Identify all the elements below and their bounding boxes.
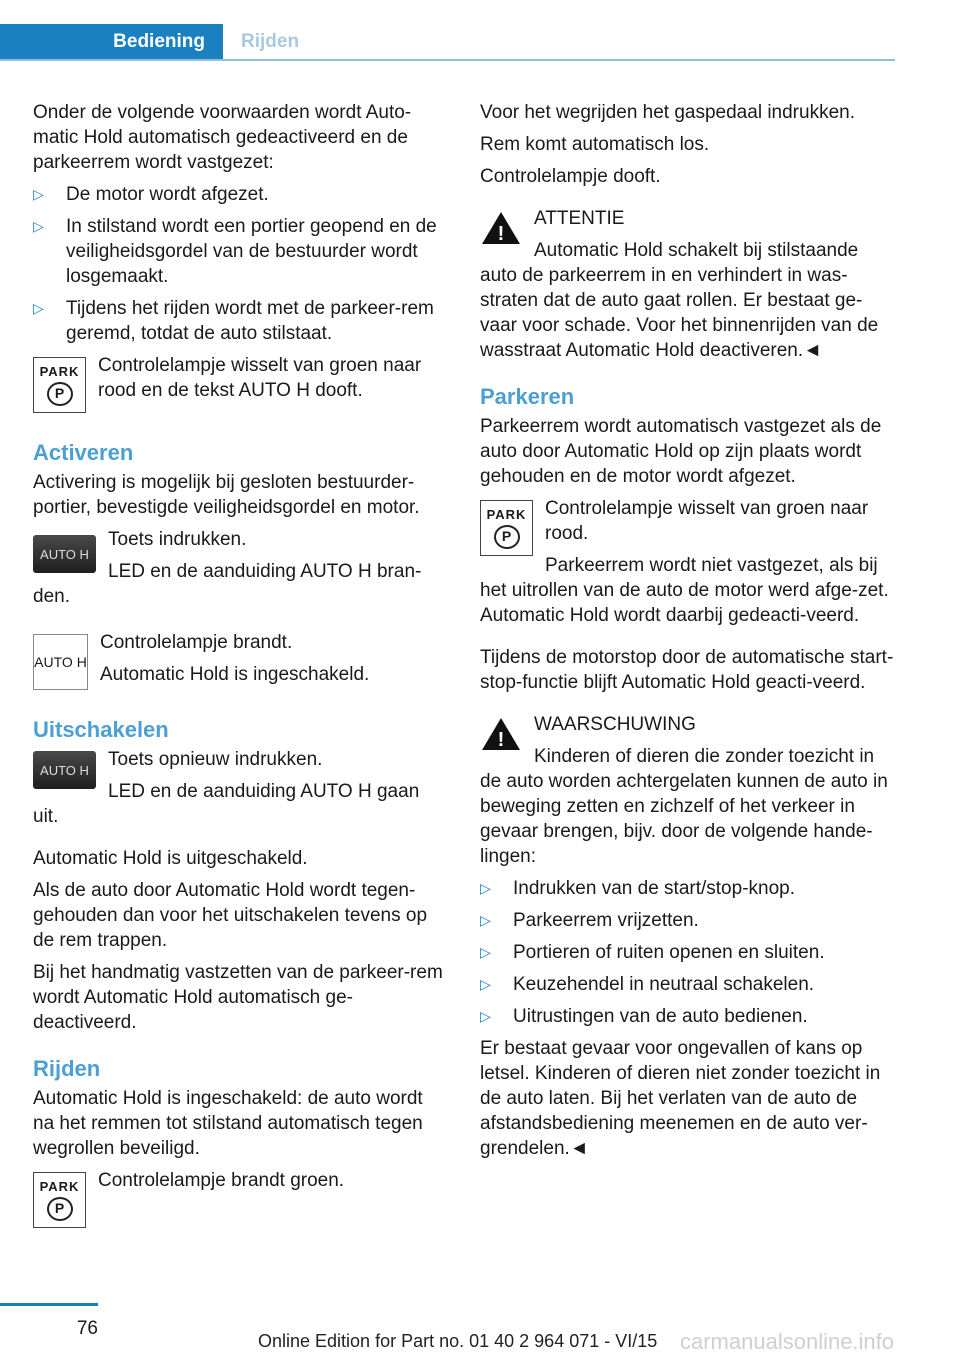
page-number: 76 <box>76 1318 98 1339</box>
svg-text:!: ! <box>497 729 505 751</box>
edition-footer: Online Edition for Part no. 01 40 2 964 071 - VI/15 <box>258 1331 658 1351</box>
heading-parkeren: Parkeren <box>480 384 575 409</box>
park-lamp-icon: PARK P <box>33 1172 86 1228</box>
auto-h-button-icon: AUTO H <box>33 535 96 573</box>
wegrijden: Voor het wegrijden het gaspedaal indrukken. <box>480 102 855 123</box>
brandt-groen: Controlelampje brandt groen. <box>98 1170 345 1191</box>
bullet-triangle-icon: ▷ <box>480 1008 491 1024</box>
gevaar-text: Er bestaat gevaar voor ongevallen of kans op letsel. Kinderen of dieren niet zonder toezicht in de auto laten. Bij het verlaten van de auto de afstandsbediening meenemen en de auto ver-grendelen.◄ <box>480 1038 881 1159</box>
list-item: ▷ Portieren of ruiten openen en sluiten. <box>480 942 825 963</box>
park-lamp-icon: PARK P <box>480 500 533 556</box>
park-lamp-text: Controlelampje wisselt van groen naar rood en de tekst AUTO H dooft. <box>98 355 422 401</box>
park-lamp-text-right: Controlelampje wisselt van groen naar rood. <box>545 498 869 544</box>
list-item: ▷ Indrukken van de start/stop-knop. <box>480 878 795 899</box>
dooft: Controlelampje dooft. <box>480 166 661 187</box>
tab-bediening[interactable]: Bediening <box>0 24 223 60</box>
led-branden: LED en de aanduiding AUTO H bran-den. <box>33 561 422 607</box>
auto-h-button-icon: AUTO H <box>33 751 96 789</box>
bullet-triangle-icon: ▷ <box>33 186 44 202</box>
list-item: ▷ Tijdens het rijden wordt met de parkeer-rem geremd, totdat de auto stilstaat. <box>33 298 434 344</box>
niet-vastgezet: Parkeerrem wordt niet vastgezet, als bij het uitrollen van de auto de motor werd afge-zet. Automatic Hold wordt daarbij gedeacti-veerd. <box>480 555 889 626</box>
heading-activeren: Activeren <box>33 440 134 465</box>
activeren-text: Activering is mogelijk bij gesloten bestuurder-portier, bevestigde veiligheidsgordel en motor. <box>33 472 420 518</box>
tab-underline <box>0 59 895 61</box>
page-number-bar <box>0 1303 98 1306</box>
handmatig: Bij het handmatig vastzetten van de parkeer-rem wordt Automatic Hold automatisch ge-deactiveerd. <box>33 962 443 1033</box>
left-column <box>33 100 448 1234</box>
list-item: ▷ In stilstand wordt een portier geopend en de veiligheidsgordel van de bestuurder wordt losgemaakt. <box>33 216 437 287</box>
toets-indrukken: Toets indrukken. <box>108 529 247 550</box>
bullet-triangle-icon: ▷ <box>480 976 491 992</box>
bullet-triangle-icon: ▷ <box>480 944 491 960</box>
right-column <box>480 100 895 1168</box>
motorstop: Tijdens de motorstop door de automatische start-stop-functie blijft Automatic Hold geacti-veerd. <box>480 647 894 693</box>
lamp-brandt: Controlelampje brandt. <box>100 632 293 653</box>
list-item: ▷ Keuzehendel in neutraal schakelen. <box>480 974 815 995</box>
attentie-title: ATTENTIE <box>534 208 625 229</box>
svg-text:!: ! <box>497 223 505 245</box>
list-item: ▷ Uitrustingen van de auto bedienen. <box>480 1006 808 1027</box>
watermark: carmanualsonline.info <box>680 1329 895 1354</box>
park-lamp-icon: PARK P <box>33 357 86 413</box>
waarschuwing-text: Kinderen of dieren die zonder toezicht in de auto worden achtergelaten kunnen de auto in beweging zetten en zichzelf of het verkeer in gevaar brengen, bijv. door de volgende hande-lingen: <box>480 746 888 867</box>
waarschuwing-title: WAARSCHUWING <box>534 714 696 735</box>
intro-paragraph: Onder de volgende voorwaarden wordt Auto-matic Hold automatisch gedeactiveerd en de parkeerrem wordt vastgezet: <box>33 102 412 173</box>
auto-h-lamp-icon: AUTO H <box>33 634 88 690</box>
toets-opnieuw: Toets opnieuw indrukken. <box>108 749 323 770</box>
bullet-triangle-icon: ▷ <box>33 300 44 316</box>
heading-rijden: Rijden <box>33 1056 101 1081</box>
rem-los: Rem komt automatisch los. <box>480 134 710 155</box>
chapter-tabbar <box>0 24 895 62</box>
tegengehouden: Als de auto door Automatic Hold wordt tegen-gehouden dan voor het uitschakelen tevens op de rem trappen. <box>33 880 428 951</box>
uitgeschakeld: Automatic Hold is uitgeschakeld. <box>33 848 308 869</box>
parkeren-text: Parkeerrem wordt automatisch vastgezet als de auto door Automatic Hold op zijn plaats wordt gehouden en de motor wordt afgezet. <box>480 416 882 487</box>
tab-rijden[interactable]: Rijden <box>241 31 300 52</box>
warning-triangle-icon <box>480 716 522 752</box>
bullet-triangle-icon: ▷ <box>480 912 491 928</box>
attentie-text: Automatic Hold schakelt bij stilstaande auto de parkeerrem in en verhindert in was-straten dat de auto gaat rollen. Er bestaat ge-vaar voor schade. Voor het binnenrijden van de wasstraat Automatic Hold deactiveren.◄ <box>480 240 879 361</box>
ingeschakeld: Automatic Hold is ingeschakeld. <box>100 664 370 685</box>
list-item: ▷ De motor wordt afgezet. <box>33 184 269 205</box>
bullet-triangle-icon: ▷ <box>480 880 491 896</box>
bullet-triangle-icon: ▷ <box>33 218 44 234</box>
list-item: ▷ Parkeerrem vrijzetten. <box>480 910 699 931</box>
rijden-text: Automatic Hold is ingeschakeld: de auto wordt na het remmen tot stilstand automatisch tegen wegrollen beveiligd. <box>33 1088 423 1159</box>
led-uit: LED en de aanduiding AUTO H gaan uit. <box>33 781 420 827</box>
warning-triangle-icon <box>480 210 522 246</box>
heading-uitschakelen: Uitschakelen <box>33 717 169 742</box>
